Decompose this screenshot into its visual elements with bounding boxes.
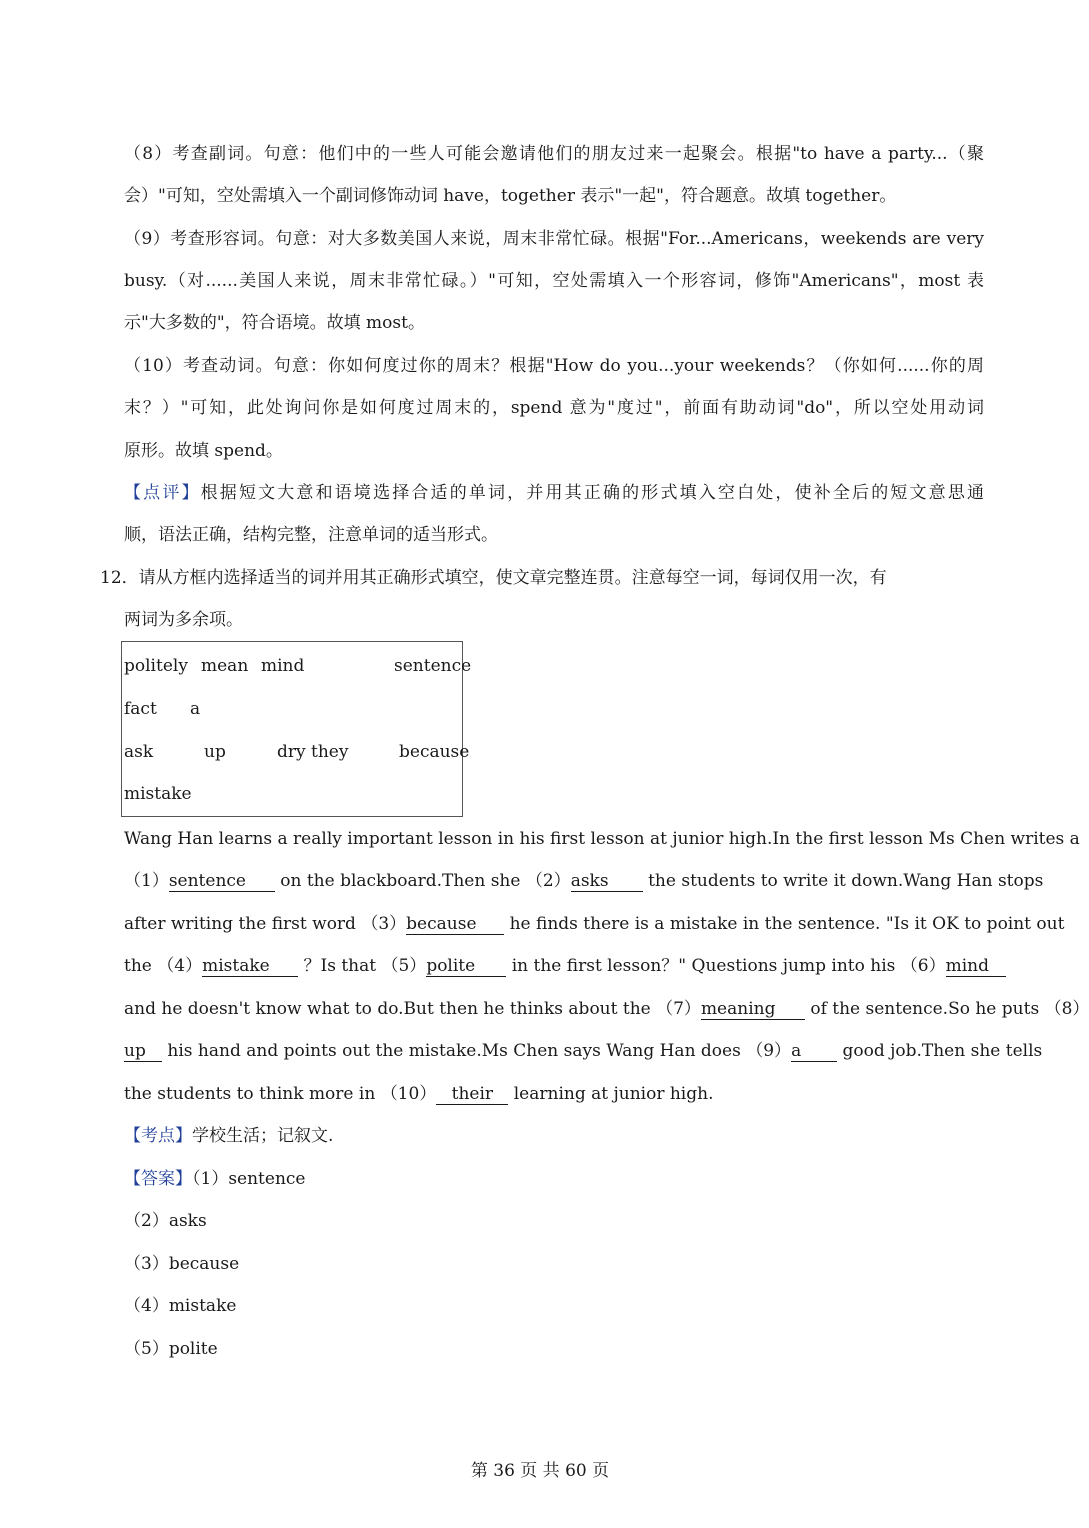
word-box-item: mean: [201, 656, 249, 676]
passage-line-6: [124, 1038, 1043, 1064]
passage-text: learning at junior high.: [513, 1084, 714, 1104]
passage-text: good job.Then she tells: [842, 1041, 1043, 1061]
blank-number: （9）: [746, 1041, 792, 1061]
answer-blank-7: meaning: [701, 999, 805, 1020]
answer-blank-8: up: [124, 1041, 162, 1062]
explanation-8-line-2: 会）"可知，空处需填入一个副词修饰动词 have，together 表示"一起"，符合题意。故填 together。: [124, 186, 897, 206]
comment-text-1: 根据短文大意和语境选择合适的单词，并用其正确的形式填入空白处，使补全后的短文意思通: [200, 483, 985, 503]
answer-blank-5: polite: [426, 956, 506, 977]
answer-tag: 【答案】: [124, 1169, 192, 1189]
word-box-item: dry: [277, 742, 306, 762]
word-box-item: sentence: [394, 656, 472, 676]
question-12-prompt-line-2: 两词为多余项。: [124, 610, 243, 630]
passage-text: ？Is that: [303, 956, 377, 976]
word-box-item: a: [190, 699, 201, 719]
blank-number: （6）: [900, 956, 946, 976]
passage-text: the students to write it down.Wang Han stops: [648, 871, 1044, 891]
passage-text: he finds there is a mistake in the sentence. "Is it OK to point out: [509, 914, 1065, 934]
answer-item: （5）polite: [124, 1339, 218, 1359]
word-box-item: fact: [124, 699, 157, 719]
blank-number: （1）: [124, 871, 169, 891]
word-box-item: ask: [124, 742, 154, 762]
word-box-item: up: [204, 742, 226, 762]
answer-item: （4）mistake: [124, 1296, 237, 1316]
blank-number: （4）: [157, 956, 203, 976]
comment-line-1: [124, 480, 984, 506]
answer-item: （2）asks: [124, 1211, 207, 1231]
word-box-item: politely: [124, 656, 188, 676]
blank-number: （7）: [656, 999, 701, 1019]
passage-text: in the first lesson？" Questions jump into his: [511, 956, 896, 976]
passage-text: his hand and points out the mistake.Ms Chen says Wang Han does: [167, 1041, 741, 1061]
passage-line-5: [124, 996, 1089, 1022]
passage-line-3: [124, 911, 1065, 937]
blank-number: （10）: [380, 1084, 437, 1104]
word-box: [121, 641, 472, 817]
word-box-item: because: [399, 742, 470, 762]
answer-blank-6: mind: [946, 956, 1006, 977]
passage-line-7: [124, 1081, 984, 1107]
answer-blank-1: sentence: [169, 871, 275, 892]
question-12-prompt: [100, 565, 984, 591]
explanation-8-line-1: （8）考查副词。句意：他们中的一些人可能会邀请他们的朋友过来一起聚会。根据"to have a party...（聚: [124, 144, 984, 164]
answer-blank-9: a: [791, 1041, 837, 1062]
passage-text: on the blackboard.Then she: [280, 871, 521, 891]
explanation-10-line-3: 原形。故填 spend。: [124, 441, 283, 461]
kaodian-text: 学校生活；记叙文.: [192, 1126, 334, 1146]
blank-number: （5）: [381, 956, 427, 976]
passage-text: the students to think more in: [124, 1084, 376, 1104]
explanation-9-line-3: 示"大多数的"，符合语境。故填 most。: [124, 313, 425, 333]
answer-blank-4: mistake: [202, 956, 298, 977]
question-number: 12．: [100, 568, 139, 588]
passage-line-2: [124, 868, 1044, 894]
answer-item: （1）sentence: [192, 1169, 306, 1189]
comment-tag: 【点评】: [124, 483, 201, 503]
passage-text: after writing the first word: [124, 914, 356, 934]
comment-line-2: 顺，语法正确，结构完整，注意单词的适当形式。: [124, 525, 498, 545]
passage-text: and he doesn't know what to do.But then he thinks about the: [124, 999, 651, 1019]
answer-blank-10: their: [436, 1084, 508, 1105]
explanation-10-line-2: 末？）"可知，此处询问你是如何度过周末的，spend 意为"度过"，前面有助动词"do"，所以空处用动词: [124, 398, 984, 418]
answer-line-1: [124, 1166, 984, 1192]
word-box-item: mistake: [124, 784, 192, 804]
kaodian-tag: 【考点】: [124, 1126, 192, 1146]
prompt-text-1: 请从方框内选择适当的词并用其正确形式填空，使文章完整连贯。注意每空一词，每词仅用一次，有: [138, 568, 887, 588]
passage-line-4: [124, 953, 989, 979]
explanation-9-line-1: （9）考查形容词。句意：对大多数美国人来说，周末非常忙碌。根据"For...Americans，weekends are very: [124, 229, 984, 249]
passage-line-1: Wang Han learns a really important lesson in his first lesson at junior high.In the first lesson Ms Chen writes a: [124, 829, 1080, 849]
kaodian-line: [124, 1123, 984, 1149]
blank-number: （3）: [361, 914, 407, 934]
page-footer: 第 36 页 共 60 页: [470, 1461, 610, 1481]
blank-number: （2）: [525, 871, 571, 891]
blank-number: （8）: [1044, 999, 1089, 1019]
passage-text: of the sentence.So he puts: [810, 999, 1040, 1019]
word-box-item: mind: [261, 656, 305, 676]
answer-blank-2: asks: [571, 871, 643, 892]
explanation-10-line-1: （10）考查动词。句意：你如何度过你的周末？根据"How do you...your weekends？（你如何......你的周: [124, 356, 984, 376]
explanation-9-line-2: busy.（对......美国人来说，周末非常忙碌。）"可知，空处需填入一个形容词，修饰"Americans"，most 表: [124, 271, 984, 291]
passage-text: the: [124, 956, 152, 976]
answer-blank-3: because: [406, 914, 504, 935]
word-box-item: they: [311, 742, 349, 762]
answer-item: （3）because: [124, 1254, 240, 1274]
